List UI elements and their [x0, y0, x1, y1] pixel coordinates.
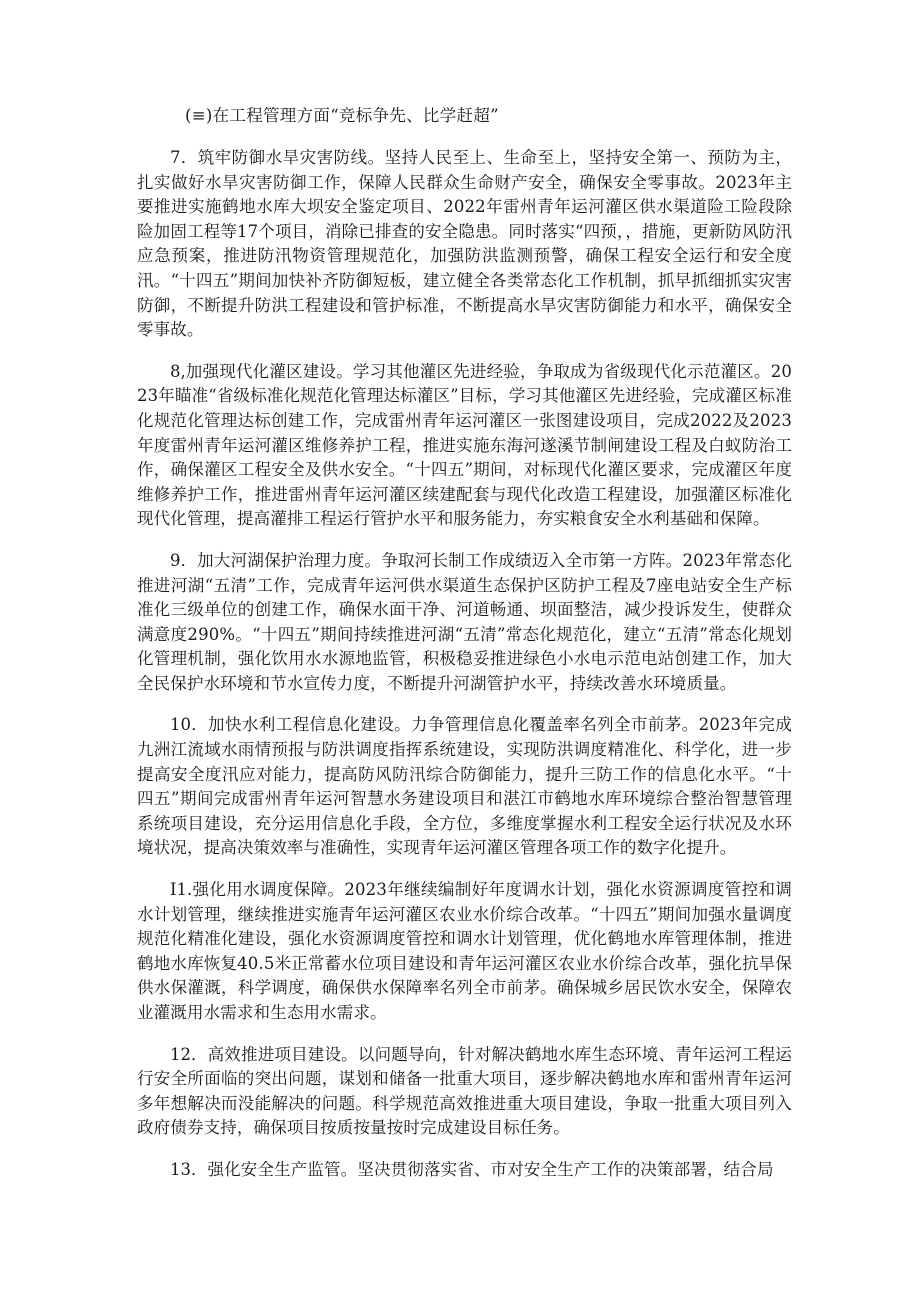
paragraph-text: 加大河湖保护治理力度。争取河长制工作成绩迈入全市第一方阵。2023年常态化推进河湖“五清”工作，完成青年运河供水渠道生态保护区防护工程及7座电站安全生产标准化三级单位的创建工作，确保水面干净、河道畅通、坝面整洁，减少投诉发生，使群众满意度290%。“十四五”期间持续推进河湖“五清”常态化规范化，建立“五清”常态化规划化管理机制，强化饮用水水源地监管，积极稳妥推进绿色小水电示范电站创建工作，加大全民保护水环境和节水宣传力度，不断提升河湖管护水平，持续改善水环境质量。: [137, 550, 792, 693]
paragraph-8: [137, 360, 792, 532]
paragraph-number: 12．: [170, 1044, 208, 1064]
paragraph-number: 8,: [170, 361, 186, 381]
paragraph-7: [137, 146, 792, 343]
paragraph-12: [137, 1043, 792, 1141]
paragraph-number: I1.: [170, 880, 193, 900]
paragraph-number: 13．: [170, 1159, 208, 1179]
paragraph-text: 强化安全生产监管。坚决贯彻落实省、市对安全生产工作的决策部署，结合局: [207, 1159, 774, 1179]
paragraph-text: 强化用水调度保障。2023年继续编制好年度调水计划，强化水资源调度管控和调水计划管理，继续推进实施青年运河灌区农业水价综合改革。“十四五”期间加强水量调度规范化精准化建设，强化水资源调度管控和调水计划管理，优化鹤地水库管理体制，推进鹤地水库恢复40.5米正常蓄水位项目建设和青年运河灌区农业水价综合改革，强化抗旱保供水保灌溉，科学调度，确保供水保障率名列全市前茅。确保城乡居民饮水安全，保障农业灌溉用水需求和生态用水需求。: [137, 880, 792, 1022]
paragraph-10: [137, 713, 792, 861]
paragraph-text: 高效推进项目建设。以问题导向，针对解决鹤地水库生态环境、青年运河工程运行安全所面临的突出问题，谋划和储备一批重大项目，逐步解决鹤地水库和雷州青年运河多年想解决而没能解决的问题。科学规范高效推进重大项目建设，争取一批重大项目列入政府债券支持，确保项目按质按量按时完成建设目标任务。: [137, 1044, 792, 1138]
paragraph-9: [137, 549, 792, 697]
paragraph-11: [137, 878, 792, 1026]
paragraph-number: 10．: [170, 715, 209, 735]
paragraph-text: 加强现代化灌区建设。学习其他灌区先进经验，争取成为省级现代化示范灌区。2023年瞄准“省级标准化规范化管理达标灌区”目标，学习其他灌区先进经验，完成灌区标准化规范化管理达标创建工作，完成雷州青年运河灌区一张图建设项目，完成2022及2023年度雷州青年运河灌区维修养护工程，推进实施东海河遂溪节制闸建设工程及白蚁防治工作，确保灌区工程安全及供水安全。“十四五”期间，对标现代化灌区要求，完成灌区年度维修养护工作，推进雷州青年运河灌区续建配套与现代化改造工程建设，加强灌区标准化现代化管理，提高灌排工程运行管护水平和服务能力，夯实粮食安全水利基础和保障。: [137, 361, 792, 529]
paragraph-number: 9．: [170, 550, 198, 570]
document-page: [137, 104, 792, 1200]
section-heading: (≡)在工程管理方面“竞标争先、比学赶超”: [185, 106, 499, 125]
paragraph-13: [137, 1158, 792, 1183]
paragraph-text: 筑牢防御水旱灾害防线。坚持人民至上、生命至上，坚持安全第一、预防为主，扎实做好水旱灾害防御工作，保障人民群众生命财产安全，确保安全零事故。2023年主要推进实施鹤地水库大坝安全鉴定项目、2022年雷州青年运河灌区供水渠道险工险段除险加固工程等17个项目，消除已排查的安全隐患。同时落实“四预，，措施，更新防风防汛应急预案，推进防汛物资管理规范化，加强防洪监测预警，确保工程安全运行和安全度汛。“十四五”期间加快补齐防御短板，建立健全各类常态化工作机制，抓早抓细抓实灾害防御，不断提升防洪工程建设和管护标准，不断提高水旱灾害防御能力和水平，确保安全零事故。: [137, 148, 793, 340]
paragraph-text: 加快水利工程信息化建设。力争管理信息化覆盖率名列全市前茅。2023年完成九洲江流域水雨情预报与防洪调度指挥系统建设，实现防洪调度精准化、科学化，进一步提高安全度汛应对能力，提高防风防汛综合防御能力，提升三防工作的信息化水平。“十四五”期间完成雷州青年运河智慧水务建设项目和湛江市鹤地水库环境综合整治智慧管理系统项目建设，充分运用信息化手段，全方位，多维度掌握水利工程安全运行状况及水环境状况，提高决策效率与准确性，实现青年运河灌区管理各项工作的数字化提升。: [137, 715, 792, 858]
paragraph-number: 7．: [170, 148, 198, 167]
